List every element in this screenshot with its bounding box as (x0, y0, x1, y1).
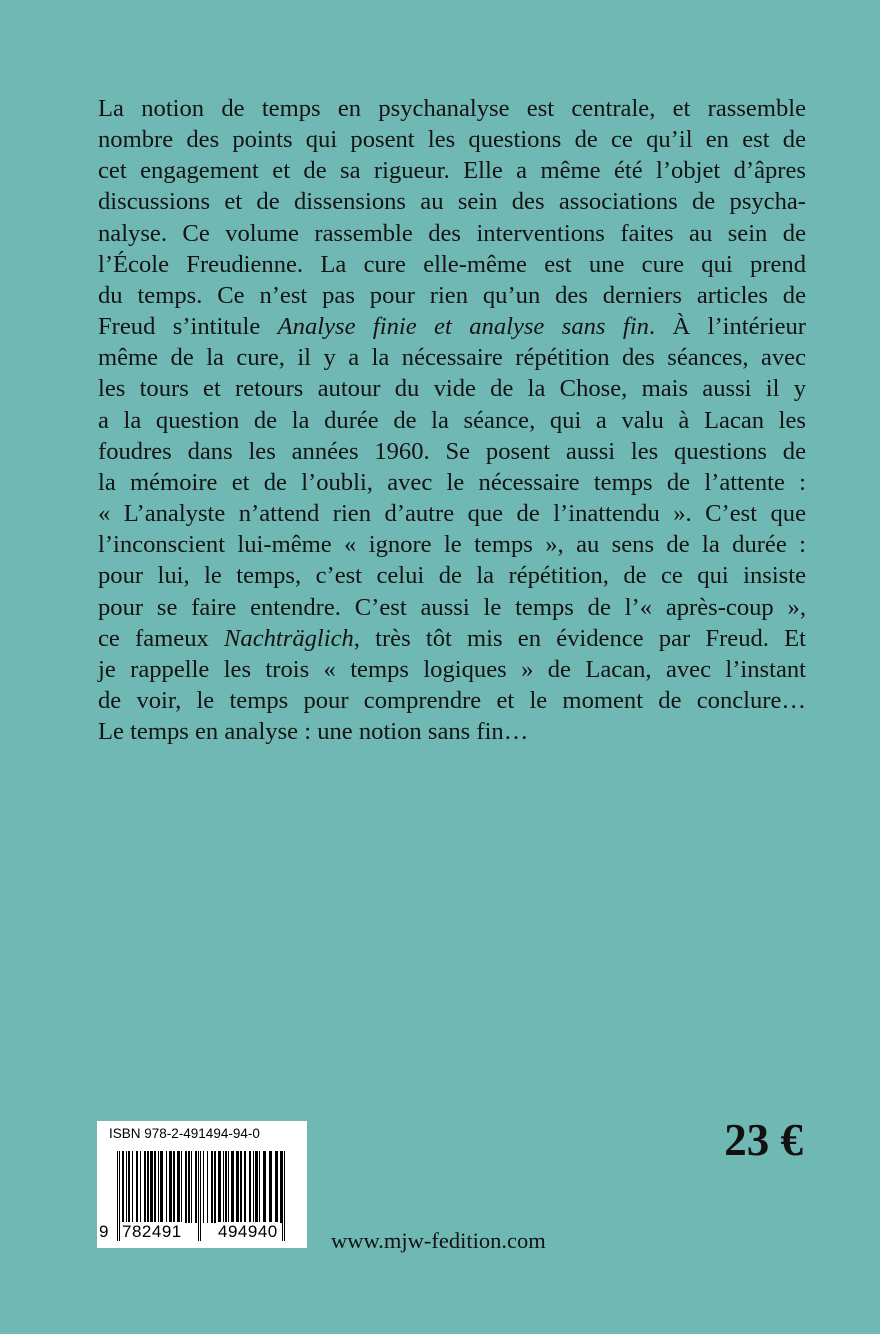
blurb-text: Le temps en analyse : une notion sans fin… (98, 718, 529, 746)
blurb-line (98, 467, 806, 498)
back-cover-blurb (98, 93, 806, 747)
blurb-line (98, 654, 806, 685)
blurb-text: Freud s’intitule (98, 313, 278, 341)
blurb-line (98, 592, 806, 623)
blurb-line (98, 623, 806, 654)
blurb-line (98, 93, 806, 124)
price: 23 € (724, 1115, 803, 1165)
blurb-text: de voir, le temps pour comprendre et le moment de conclure… (98, 686, 806, 714)
blurb-line (98, 280, 806, 311)
blurb-italic-title: Analyse finie et analyse sans fin (277, 313, 649, 341)
barcode-digits-right: 494940 (218, 1222, 278, 1241)
isbn-number: ISBN 978-2-491494-94-0 (109, 1126, 260, 1141)
blurb-text: nalyse. Ce volume rassemble des interventions faites au sein de (98, 219, 806, 247)
isbn-barcode-label (97, 1121, 307, 1248)
blurb-text: pour lui, le temps, c’est celui de la répétition, de ce qui insiste (98, 562, 806, 590)
blurb-line (98, 249, 806, 280)
blurb-line (98, 560, 806, 591)
blurb-line (98, 124, 806, 155)
blurb-line (98, 405, 806, 436)
blurb-text: les tours et retours autour du vide de la Chose, mais aussi il y (98, 375, 806, 403)
blurb-text: l’inconscient lui-même « ignore le temps », au sens de la durée : (98, 531, 806, 559)
blurb-line (98, 716, 806, 747)
blurb-line (98, 311, 806, 342)
blurb-text: l’École Freudienne. La cure elle-même est une cure qui prend (98, 250, 806, 278)
blurb-line (98, 186, 806, 217)
barcode-digits-left: 782491 (122, 1222, 182, 1241)
blurb-line (98, 218, 806, 249)
blurb-line (98, 529, 806, 560)
blurb-text: je rappelle les trois « temps logiques » de Lacan, avec l’instant (98, 655, 806, 683)
blurb-text: nombre des points qui posent les questions de ce qu’il en est de (98, 126, 806, 154)
blurb-text: même de la cure, il y a la nécessaire répétition des séances, avec (98, 344, 806, 372)
publisher-website: www.mjw-fedition.com (331, 1228, 546, 1253)
blurb-line (98, 685, 806, 716)
blurb-text: du temps. Ce n’est pas pour rien qu’un des derniers articles de (98, 281, 806, 309)
blurb-text: foudres dans les années 1960. Se posent aussi les questions de (98, 437, 806, 465)
blurb-text: pour se faire entendre. C’est aussi le temps de l’« après-coup », (98, 593, 806, 621)
blurb-text: . À l’intérieur (648, 313, 806, 341)
blurb-line (98, 498, 806, 529)
barcode-digits (97, 1222, 307, 1248)
blurb-text: la mémoire et de l’oubli, avec le nécessaire temps de l’attente : (98, 468, 806, 496)
blurb-text: La notion de temps en psychanalyse est centrale, et rassemble (98, 95, 806, 122)
blurb-line (98, 373, 806, 404)
blurb-text: a la question de la durée de la séance, qui a valu à Lacan les (98, 406, 806, 434)
blurb-text: « L’analyste n’attend rien d’autre que de l’inattendu ». C’est que (98, 500, 806, 528)
blurb-line (98, 436, 806, 467)
blurb-text: , très tôt mis en évidence par Freud. Et (353, 624, 806, 652)
blurb-italic-title: Nachträglich (224, 624, 354, 652)
blurb-line (98, 155, 806, 186)
blurb-text: ce fameux (98, 624, 224, 652)
blurb-line (98, 342, 806, 373)
barcode-digit-first: 9 (99, 1222, 109, 1241)
blurb-text: cet engagement et de sa rigueur. Elle a même été l’objet d’âpres (98, 157, 806, 185)
blurb-text: discussions et de dissensions au sein des associations de psycha- (98, 188, 806, 216)
